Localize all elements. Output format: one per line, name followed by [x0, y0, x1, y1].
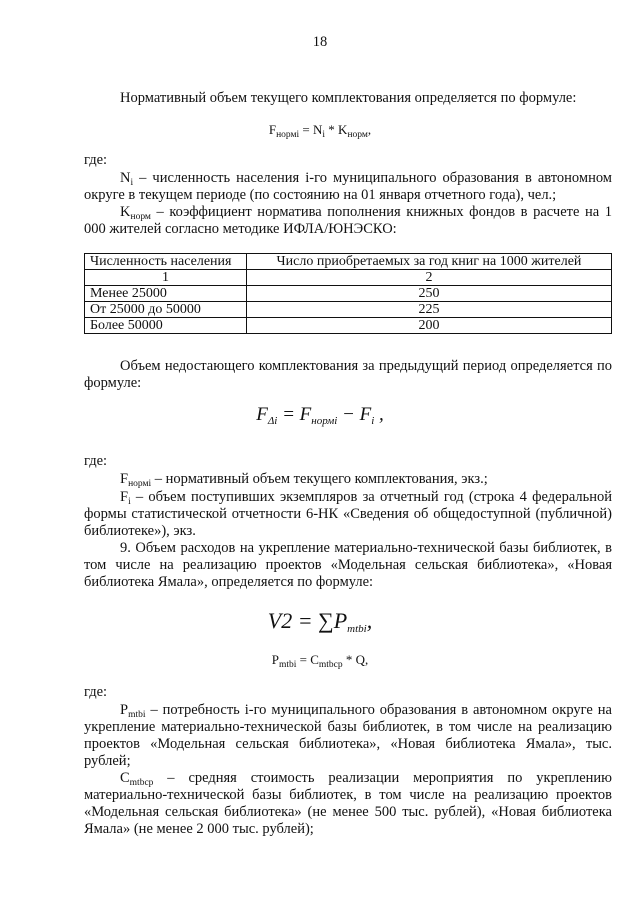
where-label-1: где:	[84, 152, 108, 168]
definition-cmtbcp: $C_{mtbcp}$ – средняя стоимость реализации мероприятия по укреплению материально-технической базы библиотек, в том числе на реализацию проектов «Модельная сельская библиотека» (не менее 500 тыс. рублей), «Новая библиотека Ямала» (не менее 2 000 тыс. рублей);	[84, 770, 612, 837]
definition-knorm: $K_{норм}$ – коэффициент норматива пополнения книжных фондов в расчете на 1 000 жителей согласно методике ИФЛА/ЮНЭСКО:	[84, 204, 612, 237]
definition-fnorm: $F_{нормi}$ – нормативный объем текущего комплектования, экз.;	[120, 471, 488, 489]
formula-pmtbi: $P_{mtbi} = C_{mtbcp} * Q$,	[271, 652, 369, 670]
table-index-row	[85, 270, 612, 286]
table-cell: От 25000 до 50000	[85, 302, 247, 318]
paragraph-missing-volume: Объем недостающего комплектования за предыдущий период определяется по формуле:	[84, 358, 612, 391]
table-cell: Менее 25000	[85, 286, 247, 302]
table-cell: Более 50000	[85, 318, 247, 334]
table-cell: 250	[247, 286, 612, 302]
formula-missing: $F_{\Delta i} = F_{нормi} - F_i$ ,	[256, 404, 384, 427]
table-cell: 2	[247, 270, 612, 286]
formula-v2: $V2 = \sum P_{mtbi}$,	[267, 608, 373, 635]
table-row	[85, 318, 612, 334]
table-header-row	[85, 254, 612, 270]
definition-ni: $N_i$ – численность населения i-го муниципального образования в автономном округе в текущем периоде (по состоянию на 01 января отчетного года), чел.;	[84, 170, 612, 203]
table-row	[85, 302, 612, 318]
norm-table	[84, 253, 612, 334]
table-cell: 200	[247, 318, 612, 334]
where-label-2: где:	[84, 453, 108, 469]
table-header-cell: Число приобретаемых за год книг на 1000 жителей	[247, 254, 612, 270]
table-cell: 225	[247, 302, 612, 318]
table-cell: 1	[85, 270, 247, 286]
definition-pmtbi: $P_{mtbi}$ – потребность i-го муниципального образования в автономном округе на укрепление материально-технической базы библиотек, в том числе на реализацию проектов «Модельная сельская библиотека», «Новая библиотека Ямала», тыс. рублей;	[84, 702, 612, 769]
definition-fi: $F_i$ – объем поступивших экземпляров за отчетный год (строка 4 федеральной формы статистической отчетности 6-НК «Сведения об общедоступной (публичной) библиотеке»), экз.	[84, 489, 612, 539]
where-label-3: где:	[84, 684, 108, 700]
paragraph-item-9: 9. Объем расходов на укрепление материально-технической базы библиотек, в том числе на реализацию проектов «Модельная сельская библиотека», «Новая библиотека Ямала», определяется по формуле:	[84, 540, 612, 590]
formula-normative: $F_{нормi} = N_i * K_{норм}$,	[268, 122, 372, 140]
paragraph-normative-volume: Нормативный объем текущего комплектования определяется по формуле:	[120, 90, 577, 106]
table-header-cell: Численность населения	[85, 254, 247, 270]
table-row	[85, 286, 612, 302]
page-number: 18	[312, 34, 328, 50]
